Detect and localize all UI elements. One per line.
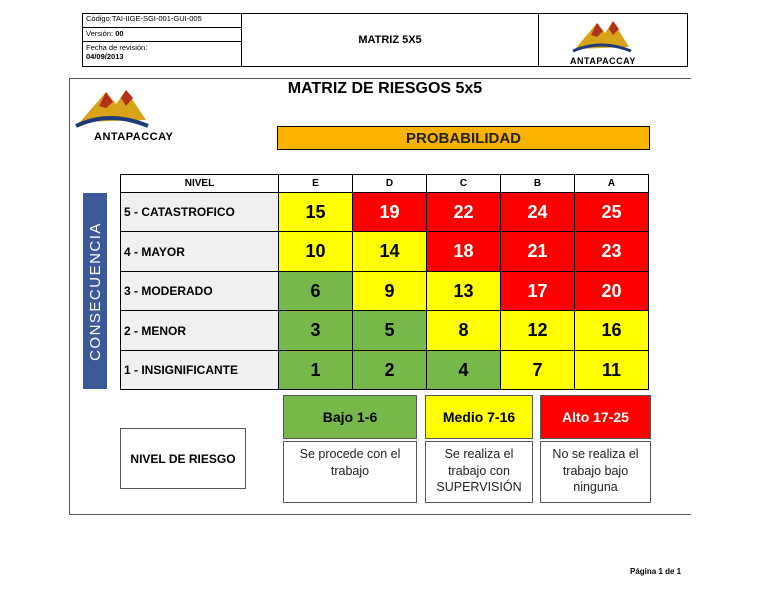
risk-cell: 15	[279, 193, 353, 232]
version-label: Versión:	[86, 29, 114, 38]
medium-risk-label: Medio 7-16	[425, 395, 533, 439]
revision-label: Fecha de revisión:	[86, 43, 148, 52]
main-antapaccay-logo-icon	[72, 84, 192, 144]
risk-cell: 19	[353, 193, 427, 232]
doc-title: MATRIZ 5X5	[242, 13, 538, 67]
probability-column-header: E	[279, 175, 353, 193]
probability-column-header: D	[353, 175, 427, 193]
page-number: Página 1 de 1	[630, 567, 682, 576]
consequence-level-label: 2 - MENOR	[121, 311, 279, 351]
level-column-header: NIVEL	[121, 175, 279, 193]
risk-cell: 2	[353, 351, 427, 390]
risk-cell: 12	[501, 311, 575, 351]
risk-cell: 16	[575, 311, 649, 351]
antapaccay-logo-icon	[567, 17, 662, 66]
high-risk-description: No se realiza el trabajo bajo ninguna	[540, 441, 651, 503]
risk-cell: 8	[427, 311, 501, 351]
header-logo-box	[538, 13, 688, 67]
consequence-label: CONSECUENCIA	[86, 221, 104, 361]
consequence-level-label: 5 - CATASTROFICO	[121, 193, 279, 232]
probability-column-header: A	[575, 175, 649, 193]
high-risk-label: Alto 17-25	[540, 395, 651, 439]
risk-cell: 13	[427, 272, 501, 311]
document-code: Código:TAI-IIGE-SGI-001-GUI-005	[83, 14, 241, 28]
main-logo-text: ANTAPACCAY	[94, 131, 174, 143]
risk-cell: 17	[501, 272, 575, 311]
matrix-title: MATRIZ DE RIESGOS 5x5	[287, 80, 483, 97]
risk-cell: 11	[575, 351, 649, 390]
risk-cell: 9	[353, 272, 427, 311]
risk-cell: 25	[575, 193, 649, 232]
risk-cell: 18	[427, 232, 501, 272]
risk-matrix	[120, 174, 649, 390]
risk-cell: 3	[279, 311, 353, 351]
risk-cell: 14	[353, 232, 427, 272]
risk-cell: 21	[501, 232, 575, 272]
document-control-box	[82, 13, 242, 67]
low-risk-description: Se procede con el trabajo	[283, 441, 417, 503]
risk-cell: 24	[501, 193, 575, 232]
probability-column-header: B	[501, 175, 575, 193]
revision-value: 04/09/2013	[86, 51, 124, 61]
consequence-level-label: 4 - MAYOR	[121, 232, 279, 272]
consequence-level-label: 1 - INSIGNIFICANTE	[121, 351, 279, 390]
risk-cell: 22	[427, 193, 501, 232]
risk-cell: 20	[575, 272, 649, 311]
consequence-header	[83, 193, 107, 389]
version-row	[83, 28, 241, 42]
risk-cell: 1	[279, 351, 353, 390]
risk-cell: 4	[427, 351, 501, 390]
risk-cell: 10	[279, 232, 353, 272]
probability-column-header: C	[427, 175, 501, 193]
risk-cell: 5	[353, 311, 427, 351]
revision-row	[83, 42, 241, 67]
version-value: 00	[115, 29, 124, 38]
probability-header: PROBABILIDAD	[277, 126, 650, 150]
risk-cell: 7	[501, 351, 575, 390]
header-logo-text: ANTAPACCAY	[570, 56, 636, 66]
low-risk-label: Bajo 1-6	[283, 395, 417, 439]
medium-risk-description: Se realiza el trabajo con SUPERVISIÓN	[425, 441, 533, 503]
risk-cell: 23	[575, 232, 649, 272]
risk-cell: 6	[279, 272, 353, 311]
risk-level-legend-title: NIVEL DE RIESGO	[120, 428, 246, 489]
consequence-level-label: 3 - MODERADO	[121, 272, 279, 311]
